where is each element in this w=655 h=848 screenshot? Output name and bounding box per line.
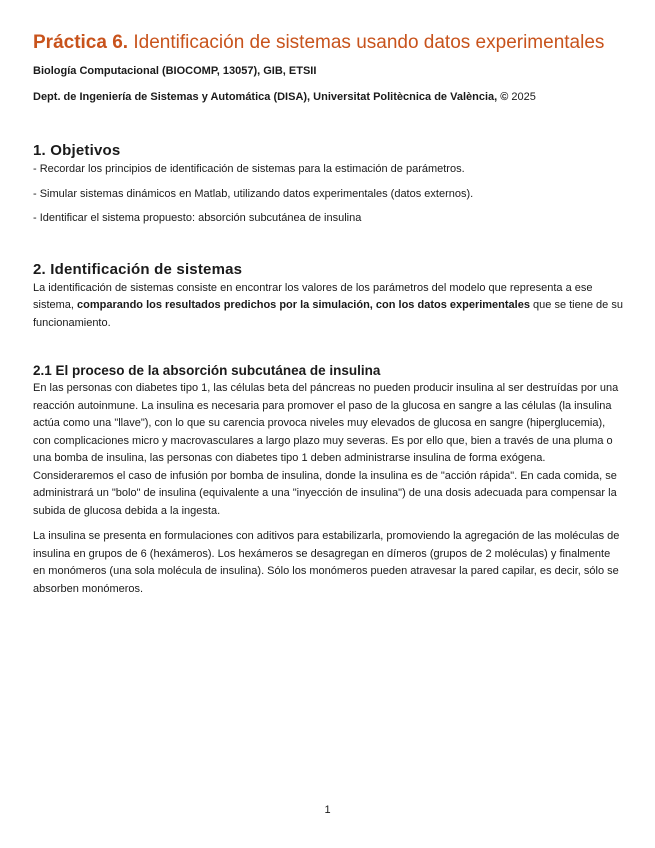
objectives-list (33, 161, 623, 228)
section-absorption (33, 362, 623, 598)
document-page (33, 30, 623, 598)
document-title (33, 30, 623, 56)
section-heading-objectives: 1. Objetivos (33, 142, 121, 159)
identification-paragraph (33, 280, 623, 333)
section-identification (33, 260, 623, 333)
section-objectives (33, 141, 623, 228)
title-text: Identificación de sistemas usando datos experimentales (128, 32, 605, 53)
absorption-paragraph-2: La insulina se presenta en formulaciones con aditivos para estabilizarla, promoviendo la agregación de las moléculas de insulina en grupos de 6 (hexámeros). Los hexámeros se desagregan en dímeros (grupos de 2 moléculas) y finalmente en monómeros (una sola molécula de insulina). Sólo los monómeros pueden atravesar la pared capilar, es decir, sólo se absorben monómeros. (33, 530, 620, 595)
department-info (33, 90, 623, 104)
objective-item: - Simular sistemas dinámicos en Matlab, utilizando datos experimentales (datos externos). (33, 187, 474, 200)
absorption-paragraph-1: En las personas con diabetes tipo 1, las células beta del páncreas no pueden producir insulina al ser destruídas por una reacción autoinmune. La insulina es necesaria para promover el paso de la glucosa en sangre a las células (la insulina actúa como una "llave"), con lo que su carencia provoca niveles muy elevados de glucosa en sangre (hiperglucemia), con complicaciones micro y macrovasculares a largo plazo muy severas. Es por ello que, bien a través de una pluma o una bomba de insulina, las personas con diabetes tipo 1 deben administrarse insulina de forma exógena. Consideraremos el caso de infusión por bomba de insulina, donde la insulina es de "acción rápida". En cada comida, se administrará un "bolo" de insulina (equivalente a una "inyección de insulina") de una dosis adecuada para compensar la subida de glucosa debida a la ingesta. (33, 382, 619, 517)
subsection-heading-absorption: 2.1 El proceso de la absorción subcutánea de insulina (33, 363, 381, 378)
course-info: Biología Computacional (BIOCOMP, 13057), GIB, ETSII (33, 65, 317, 77)
objective-item: - Recordar los principios de identificación de sistemas para la estimación de parámetros. (33, 163, 465, 175)
year-text: 2025 (508, 91, 536, 103)
department-text: Dept. de Ingeniería de Sistemas y Automática (DISA), Universitat Politècnica de València, © (33, 91, 509, 103)
title-prefix: Práctica 6. (33, 32, 129, 53)
objective-item: - Identificar el sistema propuesto: absorción subcutánea de insulina (33, 212, 362, 224)
identification-text-b: que se tiene de su funcionamiento. (33, 299, 623, 329)
page-number: 1 (324, 804, 331, 816)
identification-text-bold: comparando los resultados predichos por la simulación, con los datos experimentales (77, 299, 530, 311)
identification-text-a: La identificación de sistemas consiste en encontrar los valores de los parámetros del modelo que representa a ese sistema, (33, 281, 593, 311)
section-heading-identification: 2. Identificación de sistemas (33, 260, 243, 278)
